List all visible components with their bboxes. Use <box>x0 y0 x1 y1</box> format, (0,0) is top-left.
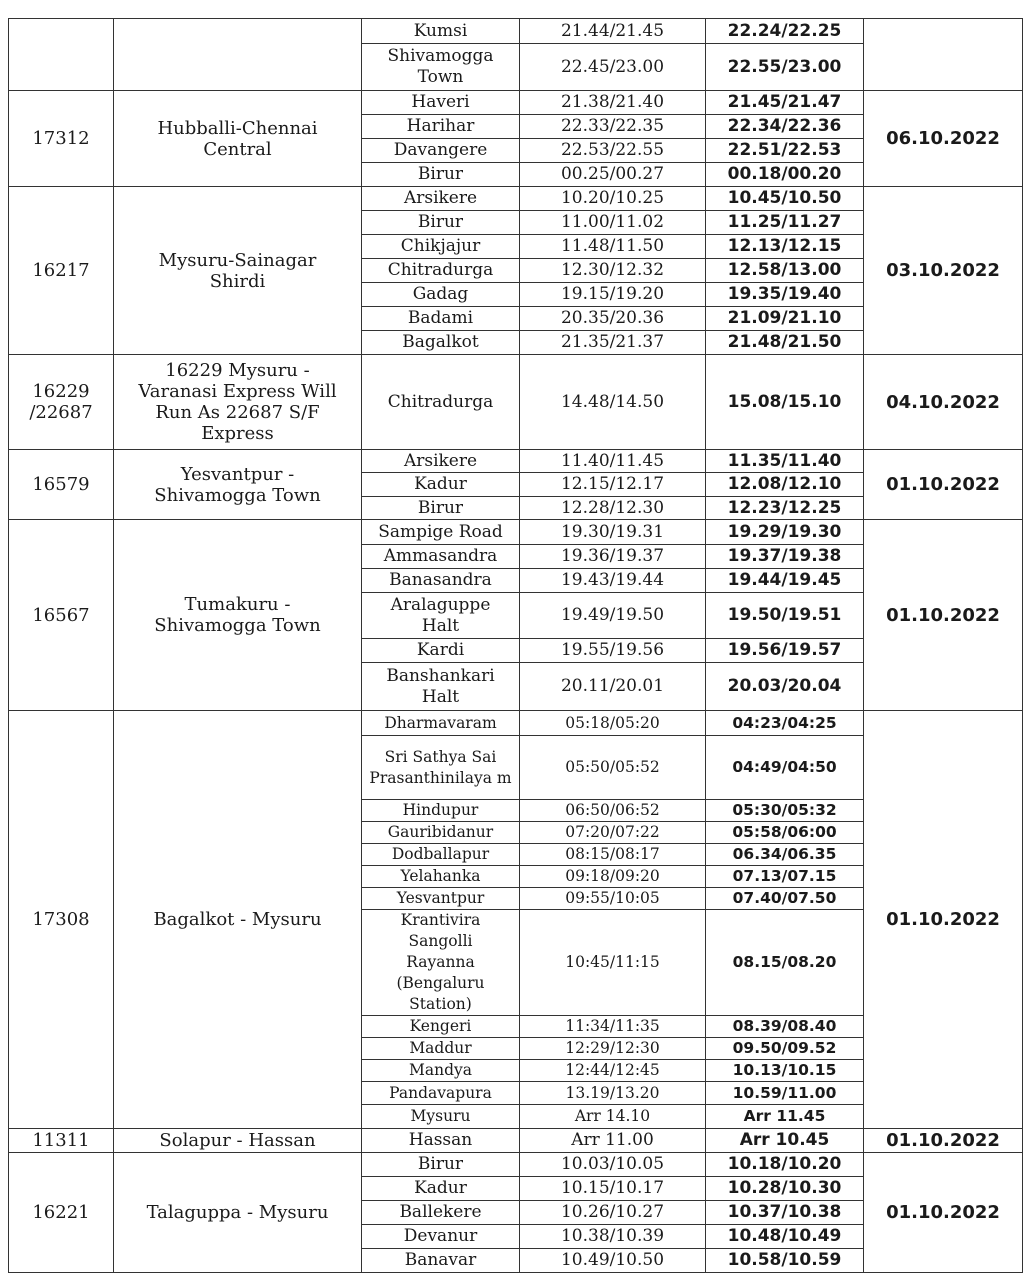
train-name: Tumakuru - Shivamogga Town <box>114 520 362 711</box>
table-row <box>9 1153 1023 1177</box>
station-name: Birur <box>362 163 520 187</box>
revised-timing: 04:49/04:50 <box>706 736 864 800</box>
station-name: Gadag <box>362 283 520 307</box>
existing-timing: 19.36/19.37 <box>520 545 706 569</box>
station-name: Chitradurga <box>362 259 520 283</box>
existing-timing: 21.44/21.45 <box>520 19 706 44</box>
effective-date: 06.10.2022 <box>864 91 1023 187</box>
revised-timing: 10.58/10.59 <box>706 1249 864 1273</box>
effective-date: 03.10.2022 <box>864 187 1023 355</box>
existing-timing: 11:34/11:35 <box>520 1016 706 1038</box>
station-name: Gauribidanur <box>362 822 520 844</box>
table-row <box>9 1129 1023 1153</box>
existing-timing: 22.45/23.00 <box>520 44 706 91</box>
revised-timing: 22.34/22.36 <box>706 115 864 139</box>
existing-timing: 12.30/12.32 <box>520 259 706 283</box>
effective-date: 01.10.2022 <box>864 1153 1023 1273</box>
existing-timing: 19.43/19.44 <box>520 569 706 593</box>
revised-timing: 12.13/12.15 <box>706 235 864 259</box>
existing-timing: 11.00/11.02 <box>520 211 706 235</box>
existing-timing: 21.35/21.37 <box>520 331 706 355</box>
table-row <box>9 520 1023 545</box>
train-number: 16567 <box>9 520 114 711</box>
train-name: Hubballi-Chennai Central <box>114 91 362 187</box>
existing-timing: Arr 11.00 <box>520 1129 706 1153</box>
station-name: Davangere <box>362 139 520 163</box>
revised-timing: 05:58/06:00 <box>706 822 864 844</box>
station-name: Mysuru <box>362 1105 520 1129</box>
existing-timing: 05:18/05:20 <box>520 711 706 736</box>
existing-timing: 12:29/12:30 <box>520 1038 706 1060</box>
station-name: Ammasandra <box>362 545 520 569</box>
revised-timing: 08.15/08.20 <box>706 910 864 1016</box>
station-name: Ballekere <box>362 1201 520 1225</box>
station-name: Dodballapur <box>362 844 520 866</box>
revised-timing: 19.37/19.38 <box>706 545 864 569</box>
revised-timing: 12.23/12.25 <box>706 497 864 520</box>
timing-revision-table <box>8 18 1023 1273</box>
station-name: Chitradurga <box>362 355 520 450</box>
effective-date: 01.10.2022 <box>864 450 1023 520</box>
existing-timing: 13.19/13.20 <box>520 1082 706 1105</box>
table-row <box>9 450 1023 473</box>
table-row <box>9 91 1023 115</box>
effective-date: 01.10.2022 <box>864 520 1023 711</box>
station-name: Birur <box>362 211 520 235</box>
existing-timing: 21.38/21.40 <box>520 91 706 115</box>
station-name: Badami <box>362 307 520 331</box>
revised-timing: 21.09/21.10 <box>706 307 864 331</box>
revised-timing: 19.44/19.45 <box>706 569 864 593</box>
revised-timing: 11.25/11.27 <box>706 211 864 235</box>
train-number: 11311 <box>9 1129 114 1153</box>
station-name: Arsikere <box>362 450 520 473</box>
station-name: Sampige Road <box>362 520 520 545</box>
existing-timing: 09:18/09:20 <box>520 866 706 888</box>
revised-timing: 10.45/10.50 <box>706 187 864 211</box>
existing-timing: 14.48/14.50 <box>520 355 706 450</box>
existing-timing: 19.55/19.56 <box>520 639 706 663</box>
revised-timing: 10.13/10.15 <box>706 1060 864 1082</box>
existing-timing: 10.49/10.50 <box>520 1249 706 1273</box>
station-name: Sri Sathya Sai Prasanthinilaya m <box>362 736 520 800</box>
station-name: Hassan <box>362 1129 520 1153</box>
revised-timing: 09.50/09.52 <box>706 1038 864 1060</box>
existing-timing: 19.30/19.31 <box>520 520 706 545</box>
existing-timing: 12.28/12.30 <box>520 497 706 520</box>
existing-timing: 07:20/07:22 <box>520 822 706 844</box>
table-row <box>9 355 1023 450</box>
station-name: Harihar <box>362 115 520 139</box>
train-number: 16229 /22687 <box>9 355 114 450</box>
existing-timing: 12.15/12.17 <box>520 473 706 497</box>
existing-timing: 10:45/11:15 <box>520 910 706 1016</box>
revised-timing: 19.50/19.51 <box>706 593 864 639</box>
existing-timing: 06:50/06:52 <box>520 800 706 822</box>
existing-timing: 22.53/22.55 <box>520 139 706 163</box>
train-name: Yesvantpur - Shivamogga Town <box>114 450 362 520</box>
revised-timing: 10.28/10.30 <box>706 1177 864 1201</box>
station-name: Arsikere <box>362 187 520 211</box>
station-name: Banasandra <box>362 569 520 593</box>
revised-timing: 10.48/10.49 <box>706 1225 864 1249</box>
train-number: 17312 <box>9 91 114 187</box>
station-name: Pandavapura <box>362 1082 520 1105</box>
station-name: Kumsi <box>362 19 520 44</box>
station-name: Yelahanka <box>362 866 520 888</box>
revised-timing: 10.37/10.38 <box>706 1201 864 1225</box>
revised-timing: Arr 11.45 <box>706 1105 864 1129</box>
revised-timing: 20.03/20.04 <box>706 663 864 711</box>
revised-timing: 07.13/07.15 <box>706 866 864 888</box>
existing-timing: 10.38/10.39 <box>520 1225 706 1249</box>
existing-timing: 10.15/10.17 <box>520 1177 706 1201</box>
existing-timing: 10.03/10.05 <box>520 1153 706 1177</box>
revised-timing: 22.24/22.25 <box>706 19 864 44</box>
revised-timing: 15.08/15.10 <box>706 355 864 450</box>
station-name: Kardi <box>362 639 520 663</box>
station-name: Haveri <box>362 91 520 115</box>
train-number <box>9 19 114 91</box>
table-row <box>9 187 1023 211</box>
train-number: 16579 <box>9 450 114 520</box>
train-name: Solapur - Hassan <box>114 1129 362 1153</box>
train-number: 16217 <box>9 187 114 355</box>
revised-timing: Arr 10.45 <box>706 1129 864 1153</box>
revised-timing: 22.51/22.53 <box>706 139 864 163</box>
revised-timing: 04:23/04:25 <box>706 711 864 736</box>
table-row <box>9 711 1023 736</box>
train-name: Mysuru-Sainagar Shirdi <box>114 187 362 355</box>
existing-timing: 22.33/22.35 <box>520 115 706 139</box>
station-name: Hindupur <box>362 800 520 822</box>
station-name: Bagalkot <box>362 331 520 355</box>
revised-timing: 21.45/21.47 <box>706 91 864 115</box>
revised-timing: 11.35/11.40 <box>706 450 864 473</box>
station-name: Krantivira Sangolli Rayanna (Bengaluru Station) <box>362 910 520 1016</box>
revised-timing: 07.40/07.50 <box>706 888 864 910</box>
existing-timing: 19.15/19.20 <box>520 283 706 307</box>
existing-timing: 11.48/11.50 <box>520 235 706 259</box>
revised-timing: 22.55/23.00 <box>706 44 864 91</box>
existing-timing: 08:15/08:17 <box>520 844 706 866</box>
existing-timing: 11.40/11.45 <box>520 450 706 473</box>
existing-timing: 10.20/10.25 <box>520 187 706 211</box>
train-number: 17308 <box>9 711 114 1129</box>
train-number: 16221 <box>9 1153 114 1273</box>
revised-timing: 19.29/19.30 <box>706 520 864 545</box>
train-name <box>114 19 362 91</box>
effective-date: 01.10.2022 <box>864 711 1023 1129</box>
station-name: Kengeri <box>362 1016 520 1038</box>
revised-timing: 06.34/06.35 <box>706 844 864 866</box>
station-name: Kadur <box>362 1177 520 1201</box>
station-name: Devanur <box>362 1225 520 1249</box>
station-name: Chikjajur <box>362 235 520 259</box>
revised-timing: 10.59/11.00 <box>706 1082 864 1105</box>
existing-timing: 00.25/00.27 <box>520 163 706 187</box>
effective-date: 04.10.2022 <box>864 355 1023 450</box>
revised-timing: 19.35/19.40 <box>706 283 864 307</box>
effective-date: 01.10.2022 <box>864 1129 1023 1153</box>
station-name: Kadur <box>362 473 520 497</box>
train-name: Bagalkot - Mysuru <box>114 711 362 1129</box>
station-name: Birur <box>362 497 520 520</box>
station-name: Banshankari Halt <box>362 663 520 711</box>
revised-timing: 05:30/05:32 <box>706 800 864 822</box>
existing-timing: 20.35/20.36 <box>520 307 706 331</box>
existing-timing: 20.11/20.01 <box>520 663 706 711</box>
train-name: 16229 Mysuru - Varanasi Express Will Run As 22687 S/F Express <box>114 355 362 450</box>
station-name: Dharmavaram <box>362 711 520 736</box>
revised-timing: 19.56/19.57 <box>706 639 864 663</box>
existing-timing: 09:55/10:05 <box>520 888 706 910</box>
train-name: Talaguppa - Mysuru <box>114 1153 362 1273</box>
revised-timing: 12.58/13.00 <box>706 259 864 283</box>
revised-timing: 10.18/10.20 <box>706 1153 864 1177</box>
existing-timing: Arr 14.10 <box>520 1105 706 1129</box>
station-name: Mandya <box>362 1060 520 1082</box>
existing-timing: 19.49/19.50 <box>520 593 706 639</box>
revised-timing: 08.39/08.40 <box>706 1016 864 1038</box>
revised-timing: 00.18/00.20 <box>706 163 864 187</box>
station-name: Aralaguppe Halt <box>362 593 520 639</box>
station-name: Yesvantpur <box>362 888 520 910</box>
station-name: Birur <box>362 1153 520 1177</box>
existing-timing: 12:44/12:45 <box>520 1060 706 1082</box>
existing-timing: 05:50/05:52 <box>520 736 706 800</box>
revised-timing: 12.08/12.10 <box>706 473 864 497</box>
existing-timing: 10.26/10.27 <box>520 1201 706 1225</box>
timetable-sheet <box>8 18 1023 1273</box>
effective-date <box>864 19 1023 91</box>
table-row <box>9 19 1023 44</box>
revised-timing: 21.48/21.50 <box>706 331 864 355</box>
station-name: Maddur <box>362 1038 520 1060</box>
station-name: Banavar <box>362 1249 520 1273</box>
station-name: Shivamogga Town <box>362 44 520 91</box>
